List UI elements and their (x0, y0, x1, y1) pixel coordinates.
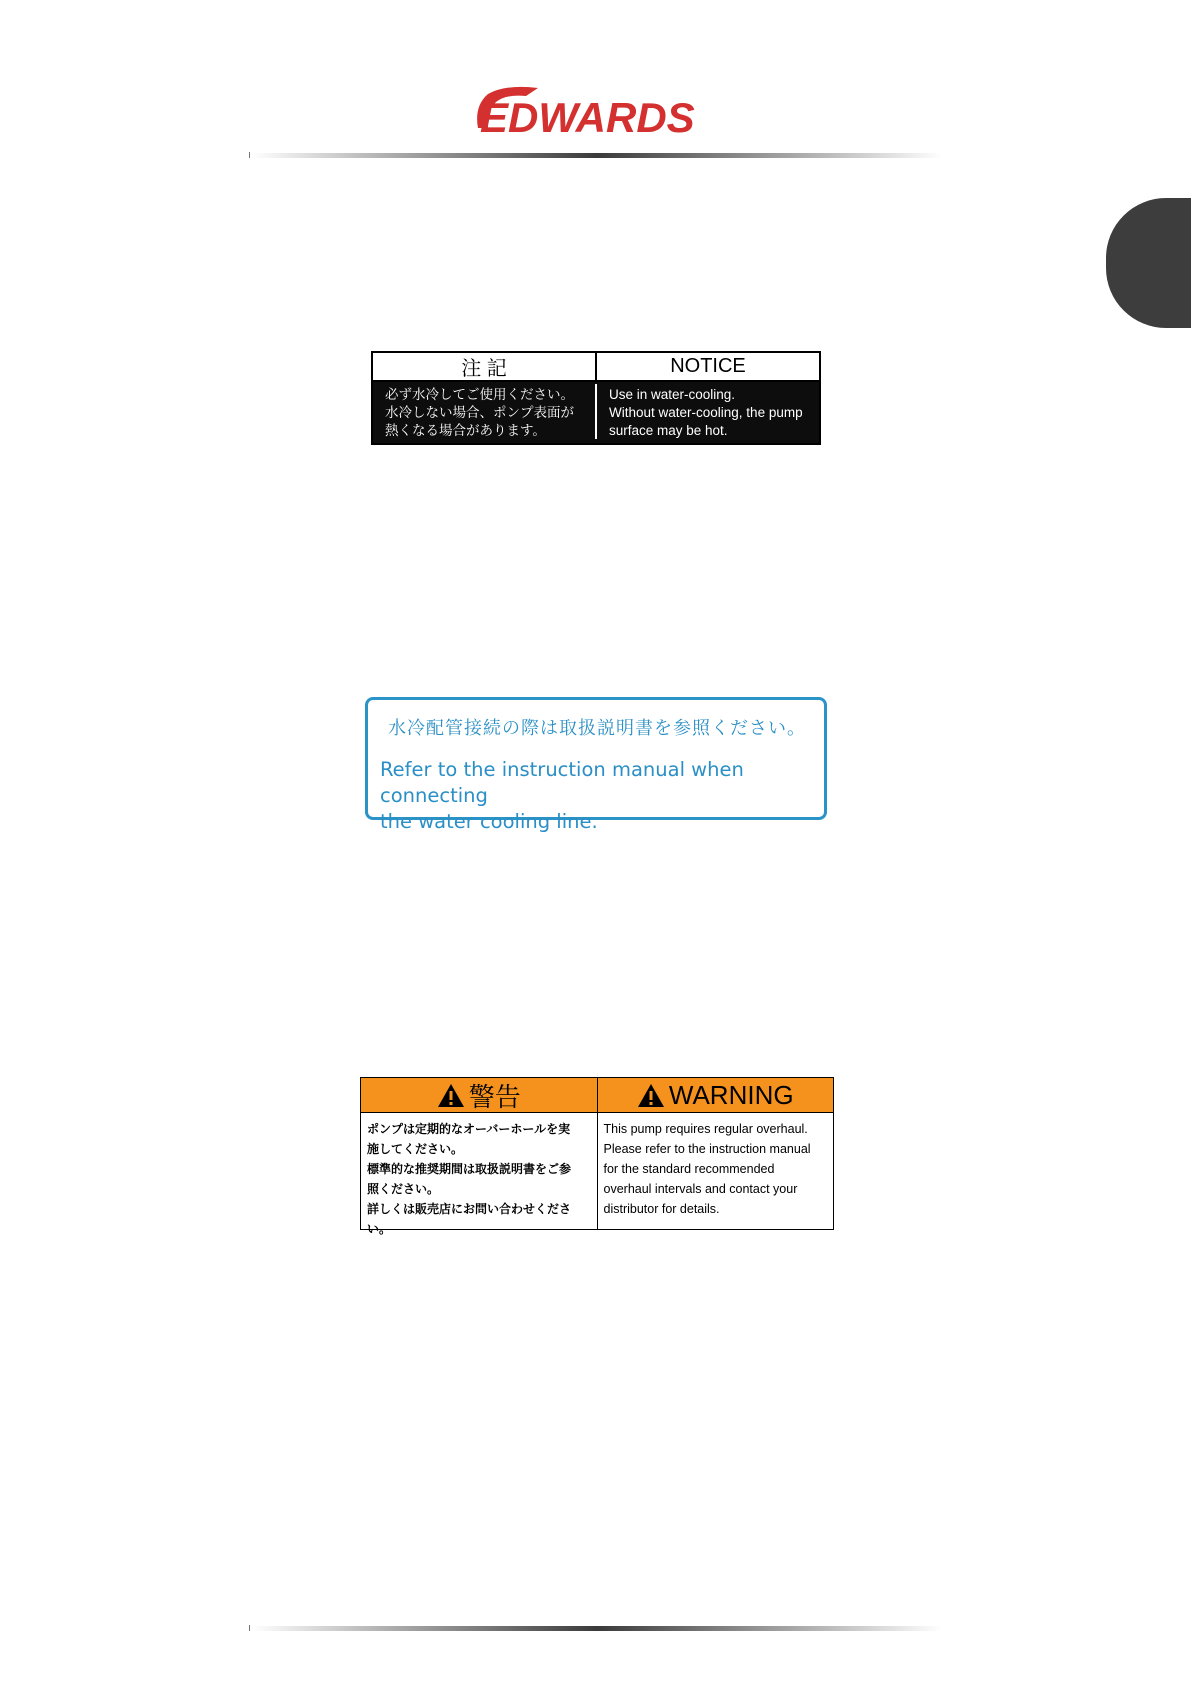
warning-header-jp: 警告 (468, 1081, 521, 1112)
water-cooling-info-label (365, 697, 827, 833)
notice-header (373, 353, 819, 382)
notice-header-en: NOTICE (595, 353, 819, 380)
notice-text-jp: 必ず水冷してご使用ください。 水冷しない場合、ポンプ表面が 熱くなる場合があります。 (385, 387, 574, 438)
notice-text-en: Use in water-cooling. Without water-cooling, the pump surface may be hot. (595, 384, 819, 439)
header-rule (252, 153, 942, 158)
warning-header-en: WARNING (668, 1079, 794, 1110)
warning-header-jp-cell (361, 1078, 597, 1112)
header-tick (249, 152, 250, 158)
warning-triangle-icon (437, 1083, 465, 1108)
chapter-tab (1106, 198, 1191, 328)
logo-wordmark: EDWARDS (480, 94, 695, 138)
notice-header-jp: 注 記 (461, 358, 507, 380)
footer-tick (249, 1625, 250, 1631)
notice-body (373, 382, 819, 443)
warning-header-en-cell (597, 1078, 834, 1112)
warning-body (361, 1113, 833, 1236)
footer-rule (252, 1626, 942, 1631)
warning-header (361, 1078, 833, 1113)
info-text-jp: 水冷配管接続の際は取扱説明書を参照ください。 (388, 718, 806, 739)
edwards-logo (466, 84, 728, 138)
warning-label (360, 1077, 834, 1236)
notice-label (371, 351, 821, 445)
info-text-en: Refer to the instruction manual when connecting the water cooling line. (380, 758, 744, 833)
warning-triangle-icon (637, 1083, 665, 1108)
warning-text-jp: ポンプは定期的なオーバーホールを実 施してください。 標準的な推奨期間は取扱説明書をご参 照ください。 詳しくは販売店にお問い合わせください。 (367, 1122, 572, 1236)
warning-text-en: This pump requires regular overhaul. Please refer to the instruction manual for the standard recommended overhaul intervals and contact your distributor for details. (597, 1113, 834, 1229)
